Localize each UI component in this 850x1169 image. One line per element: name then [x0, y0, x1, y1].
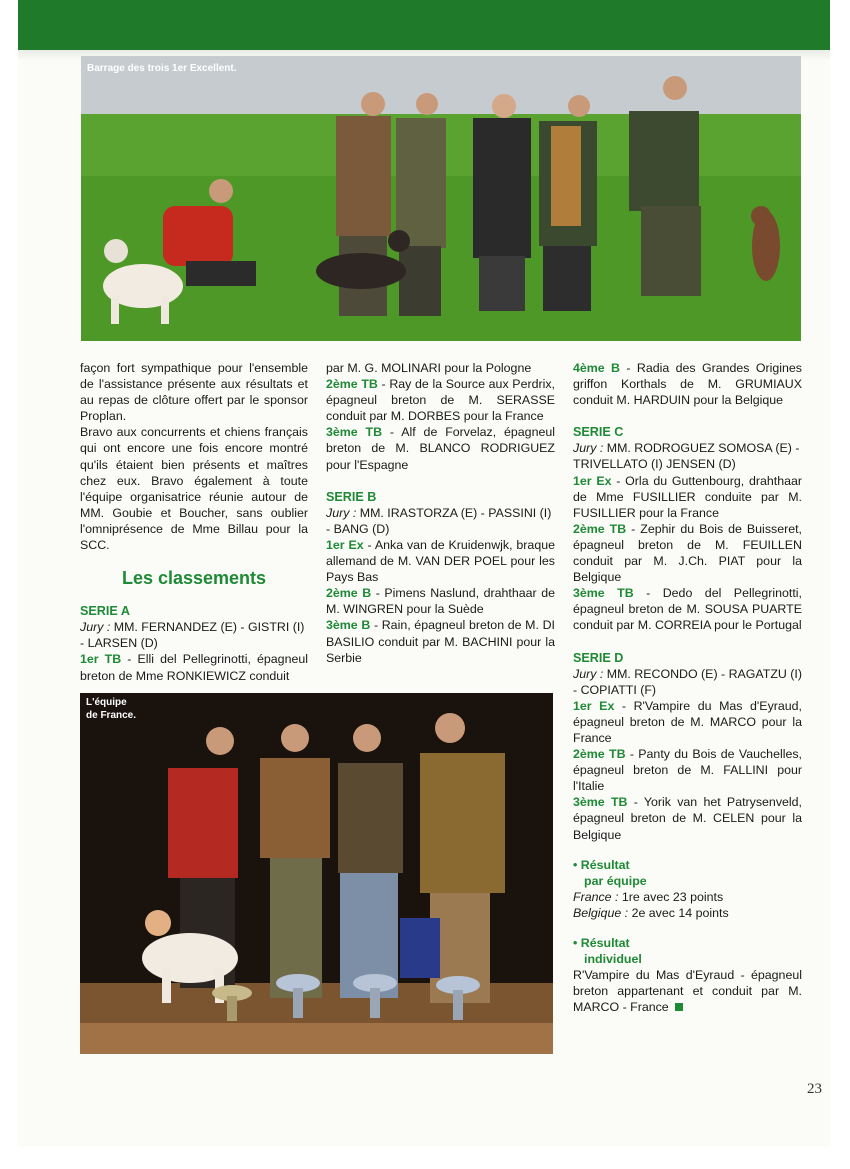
column-3 — [573, 360, 802, 1015]
result-text: - Rain, épagneul breton de M. DI BASILIO conduit par M. BACHINI pour la Serbie — [326, 618, 555, 665]
result-text: - Radia des Grandes Origines griffon Korthals de M. GRUMIAUX conduit M. HARDUIN pour la Belgique — [573, 361, 802, 408]
rank-label: 3ème TB — [326, 425, 383, 440]
intro-text: façon fort sympathique pour l'ensemble de l'assistance présente aux résultats et au repas de clôture offert par le sponsor Proplan. — [80, 361, 308, 424]
result-text: - Yorik van het Patrysenveld, épagneul breton de M. CELEN pour la Belgique — [573, 795, 802, 842]
header-bar — [18, 0, 830, 50]
jury-label: Jury : — [573, 666, 604, 681]
result-text: - R'Vampire du Mas d'Eyraud, épagneul breton de M. MARCO pour la France — [573, 698, 803, 745]
result-text: - Panty du Bois de Vauchelles, épagneul breton de M. FALLINI pour l'Italie — [573, 747, 802, 794]
rank-label: 2ème B — [326, 586, 372, 601]
result-continued: par M. G. MOLINARI pour la Pologne — [326, 361, 532, 375]
serie-b-heading: SERIE B — [326, 489, 377, 504]
section-title: Les classements — [121, 568, 267, 589]
result-text: - Elli del Pellegrinotti, épagneul breton de Mme RONKIEWICZ conduit — [80, 652, 308, 683]
result-text: - Orla du Guttenbourg, drahthaar de Mme FUSILLIER conduite par M. FUSILLIER pour la France — [573, 473, 803, 520]
team-result-heading: • Résultat — [573, 857, 630, 872]
photo-field-illustration — [81, 56, 801, 341]
rank-label: 1er Ex — [573, 698, 615, 713]
rank-label: 2ème TB — [573, 521, 627, 536]
result-text: - Dedo del Pellegrinotti, épagneul breton de M. SOUSA PUARTE conduit par M. CORREIA pour le Portugal — [573, 586, 802, 633]
rank-label: 3ème TB — [573, 586, 634, 601]
photo-team-france — [80, 693, 553, 1054]
rank-label: 3ème B — [326, 618, 371, 633]
photo-team-illustration — [80, 693, 553, 1054]
individual-result-text: R'Vampire du Mas d'Eyraud - épagneul breton appartenant et conduit par M. MARCO - France — [573, 968, 802, 1015]
result-text: - Ray de la Source aux Perdrix, épagneul breton de M. SERASSE conduit par M. DORBES pour la France — [326, 377, 555, 424]
rank-label: 1er Ex — [573, 473, 612, 488]
result-text: - Zephir du Bois de Buisseret, épagneul breton de M. FEUILLEN conduit par M. J.Ch. PIAT pour la Belgique — [573, 521, 802, 585]
team-score: 2e avec 14 points — [628, 905, 729, 920]
photo-top-caption: Barrage des trois 1er Excellent. — [87, 63, 237, 74]
photo-field-jury — [81, 56, 801, 341]
rank-label: 2ème TB — [326, 377, 378, 392]
photo-bottom-caption-line1: L'équipe — [86, 697, 127, 708]
team-result-subheading: par équipe — [584, 873, 647, 888]
jury-label: Jury : — [326, 505, 357, 520]
bravo-text: Bravo aux concurrents et chiens français qui ont encore une fois encore montré qu'ils étaient bien présents et maîtres chez eux. Bravo également à toute l'équipe organisatrice réunie autour de MM. Goubie et Boucher, sans oublier l'omniprésence de Mme Billau pour la SCC. — [80, 425, 308, 553]
result-text: - Alf de Forvelaz, épagneul breton de M. BLANCO RODRIGUEZ pour l'Espagne — [326, 425, 556, 472]
country-label: Belgique : — [573, 905, 629, 920]
rank-label: 3ème TB — [573, 795, 628, 810]
serie-c-jury: MM. RODROGUEZ SOMOSA (E) - TRIVELLATO (I) JENSEN (D) — [573, 441, 800, 472]
photo-bottom-caption-line2: de France. — [86, 710, 137, 721]
individual-result-subheading: individuel — [584, 952, 642, 967]
serie-b-jury: MM. IRASTORZA (E) - PASSINI (I) - BANG (D) — [326, 505, 552, 536]
rank-label: 1er Ex — [326, 537, 364, 552]
individual-result-heading: • Résultat — [573, 936, 630, 950]
column-1 — [80, 360, 308, 684]
serie-c-heading: SERIE C — [573, 425, 624, 440]
rank-label: 2ème TB — [573, 747, 626, 762]
rank-label: 1er TB — [80, 652, 122, 667]
end-mark-icon — [675, 1003, 683, 1011]
jury-label: Jury : — [573, 441, 604, 456]
column-2 — [326, 360, 555, 666]
serie-a-heading: SERIE A — [80, 604, 130, 619]
serie-d-jury: MM. RECONDO (E) - RAGATZU (I) - COPIATTI (F) — [573, 666, 802, 697]
page-number: 23 — [807, 1081, 822, 1097]
serie-a-jury: MM. FERNANDEZ (E) - GISTRI (I) - LARSEN (D) — [80, 620, 305, 651]
country-label: France : — [573, 889, 619, 904]
result-text: - Pimens Naslund, drahthaar de M. WINGREN pour la Suède — [326, 586, 555, 617]
team-score: 1re avec 23 points — [618, 889, 724, 904]
serie-d-heading: SERIE D — [573, 650, 624, 665]
rank-label: 4ème B — [573, 361, 621, 375]
jury-label: Jury : — [80, 620, 111, 635]
result-text: - Anka van de Kruidenwjk, braque allemand de M. VAN DER POEL pour les Pays Bas — [326, 537, 555, 585]
